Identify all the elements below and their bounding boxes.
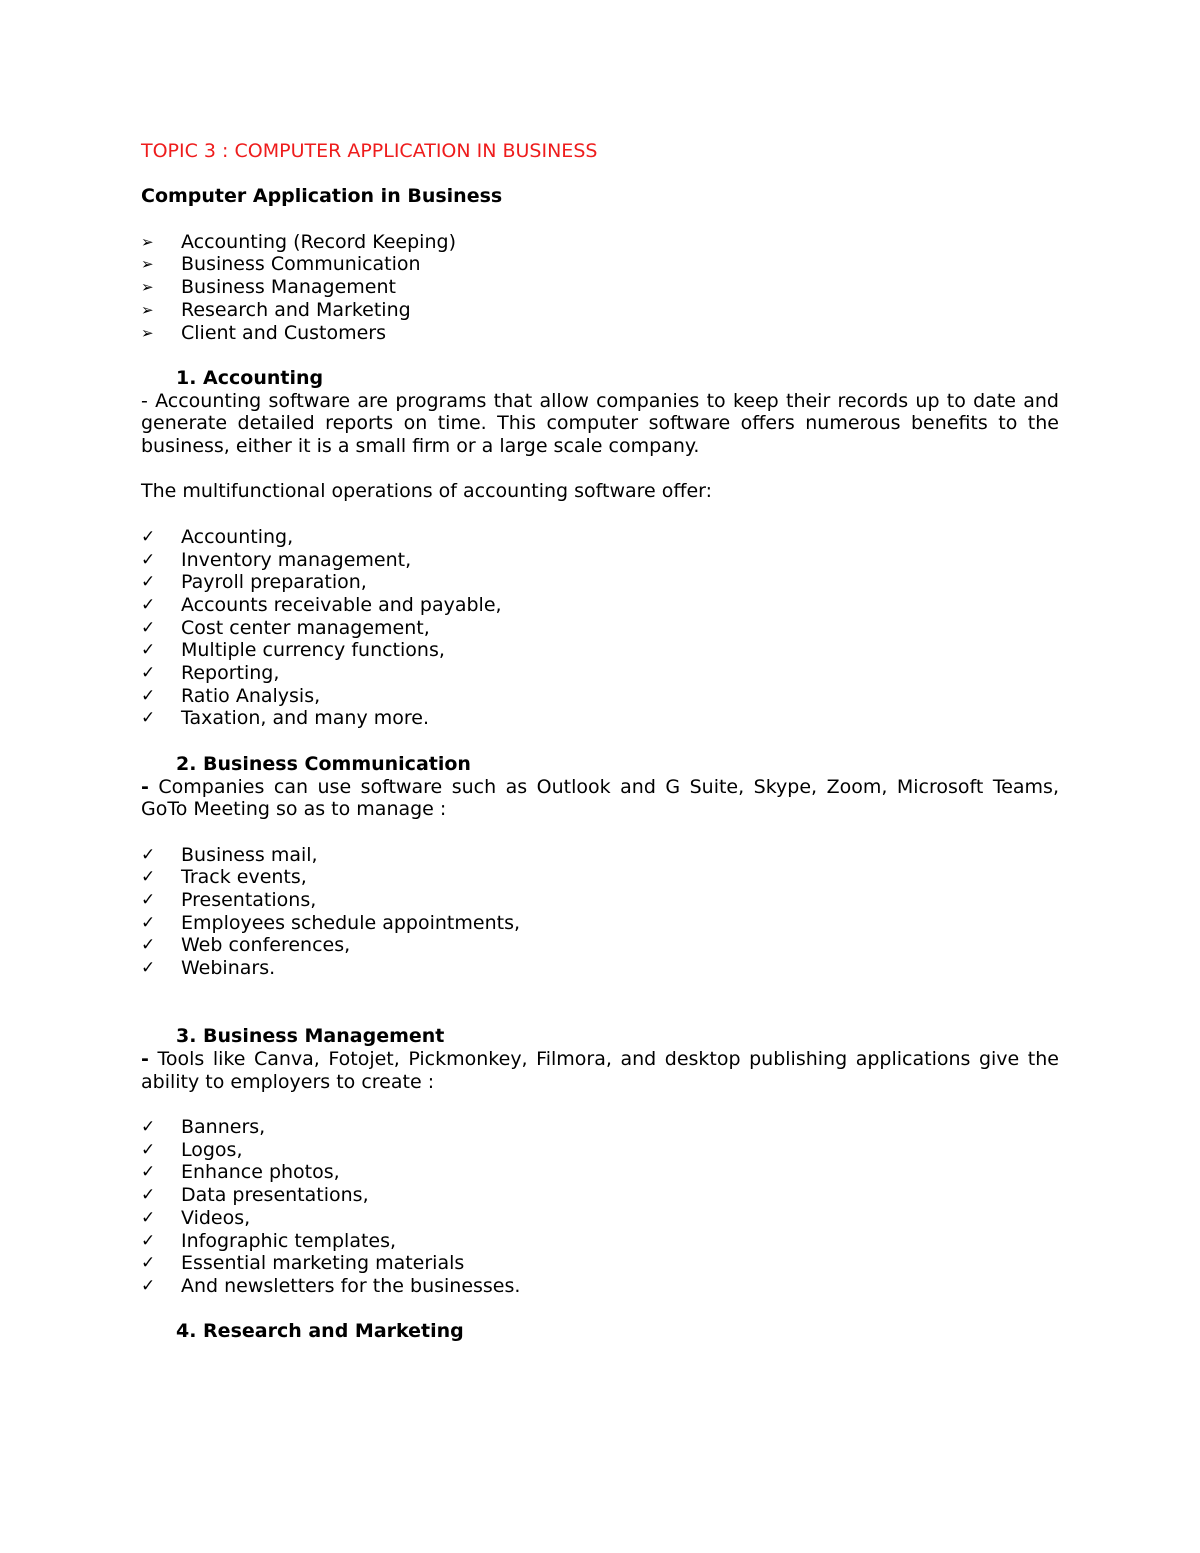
list-item: ✓ And newsletters for the businesses.	[141, 1274, 521, 1297]
list-item: ✓ Essential marketing materials	[141, 1252, 465, 1275]
list-item: ✓ Cost center management,	[141, 616, 430, 639]
list-item: ✓ Accounting,	[141, 525, 294, 548]
list-item: ✓ Videos,	[141, 1206, 251, 1229]
list-item: ✓ Multiple currency functions,	[141, 639, 445, 662]
list-item: ✓ Infographic templates,	[141, 1229, 397, 1252]
list-item: ✓ Logos,	[141, 1138, 243, 1161]
list-item: ✓ Presentations,	[141, 889, 317, 912]
checkmark-icon: ✓	[141, 1275, 156, 1296]
checkmark-icon: ✓	[141, 1162, 156, 1183]
checkmark-icon: ✓	[141, 594, 156, 615]
management-list	[141, 1116, 1059, 1298]
list-item: ✓ Webinars.	[141, 957, 276, 980]
list-item: ➢ Accounting (Record Keeping)	[141, 230, 456, 253]
section-heading-accounting: 1. Accounting	[176, 366, 324, 389]
checkmark-icon: ✓	[141, 617, 156, 638]
list-item: ✓ Ratio Analysis,	[141, 684, 321, 707]
topic-title: TOPIC 3 : COMPUTER APPLICATION IN BUSINESS	[141, 140, 598, 162]
arrow-bullet-icon: ➢	[141, 278, 154, 297]
list-item: ✓ Data presentations,	[141, 1184, 369, 1207]
list-item: ✓ Accounts receivable and payable,	[141, 593, 502, 616]
checkmark-icon: ✓	[141, 685, 156, 706]
list-item: ➢ Client and Customers	[141, 321, 387, 344]
communication-paragraph: - Companies can use software such as Outlook and G Suite, Skype, Zoom, Microsoft Teams, GoTo Meeting so as to manage :	[141, 775, 1059, 821]
list-item: ✓ Track events,	[141, 866, 307, 889]
checkmark-icon: ✓	[141, 572, 156, 593]
checkmark-icon: ✓	[141, 844, 156, 865]
list-item: ➢ Business Management	[141, 276, 396, 299]
document-page	[141, 140, 1059, 1343]
checkmark-icon: ✓	[141, 549, 156, 570]
checkmark-icon: ✓	[141, 958, 156, 979]
list-item: ✓ Employees schedule appointments,	[141, 911, 521, 934]
list-item: ✓ Taxation, and many more.	[141, 707, 429, 730]
checkmark-icon: ✓	[141, 663, 156, 684]
list-item: ➢ Business Communication	[141, 253, 421, 276]
list-item: ✓ Reporting,	[141, 662, 280, 685]
list-item: ✓ Business mail,	[141, 843, 318, 866]
accounting-paragraph: - Accounting software are programs that allow companies to keep their records up to date and generate detailed reports on time. This computer software offers numerous benefits to the business, either it is a small firm or a large scale company.	[141, 389, 1059, 458]
section-heading-management: 3. Business Management	[176, 1025, 445, 1048]
checkmark-icon: ✓	[141, 1253, 156, 1274]
list-item: ✓ Enhance photos,	[141, 1161, 340, 1184]
checkmark-icon: ✓	[141, 1139, 156, 1160]
arrow-bullet-icon: ➢	[141, 232, 154, 251]
checkmark-icon: ✓	[141, 640, 156, 661]
checkmark-icon: ✓	[141, 526, 156, 547]
section-heading-communication: 2. Business Communication	[176, 752, 471, 775]
accounting-list	[141, 526, 1059, 730]
checkmark-icon: ✓	[141, 1207, 156, 1228]
accounting-intro: The multifunctional operations of accounting software offer:	[141, 480, 713, 503]
checkmark-icon: ✓	[141, 1185, 156, 1206]
arrow-bullet-icon: ➢	[141, 255, 154, 274]
checkmark-icon: ✓	[141, 708, 156, 729]
arrow-bullet-icon: ➢	[141, 300, 154, 319]
checkmark-icon: ✓	[141, 912, 156, 933]
checkmark-icon: ✓	[141, 867, 156, 888]
overview-list	[141, 231, 1059, 345]
list-item: ✓ Web conferences,	[141, 934, 351, 957]
checkmark-icon: ✓	[141, 1230, 156, 1251]
communication-list	[141, 844, 1059, 980]
list-item: ✓ Banners,	[141, 1116, 266, 1139]
list-item: ✓ Inventory management,	[141, 548, 412, 571]
checkmark-icon: ✓	[141, 1117, 156, 1138]
list-item: ➢ Research and Marketing	[141, 298, 411, 321]
checkmark-icon: ✓	[141, 890, 156, 911]
management-paragraph: - Tools like Canva, Fotojet, Pickmonkey, Filmora, and desktop publishing applications give the ability to employers to create :	[141, 1047, 1059, 1093]
document-subtitle: Computer Application in Business	[141, 185, 503, 208]
arrow-bullet-icon: ➢	[141, 323, 154, 342]
checkmark-icon: ✓	[141, 935, 156, 956]
section-heading-research: 4. Research and Marketing	[176, 1320, 464, 1343]
list-item: ✓ Payroll preparation,	[141, 571, 367, 594]
